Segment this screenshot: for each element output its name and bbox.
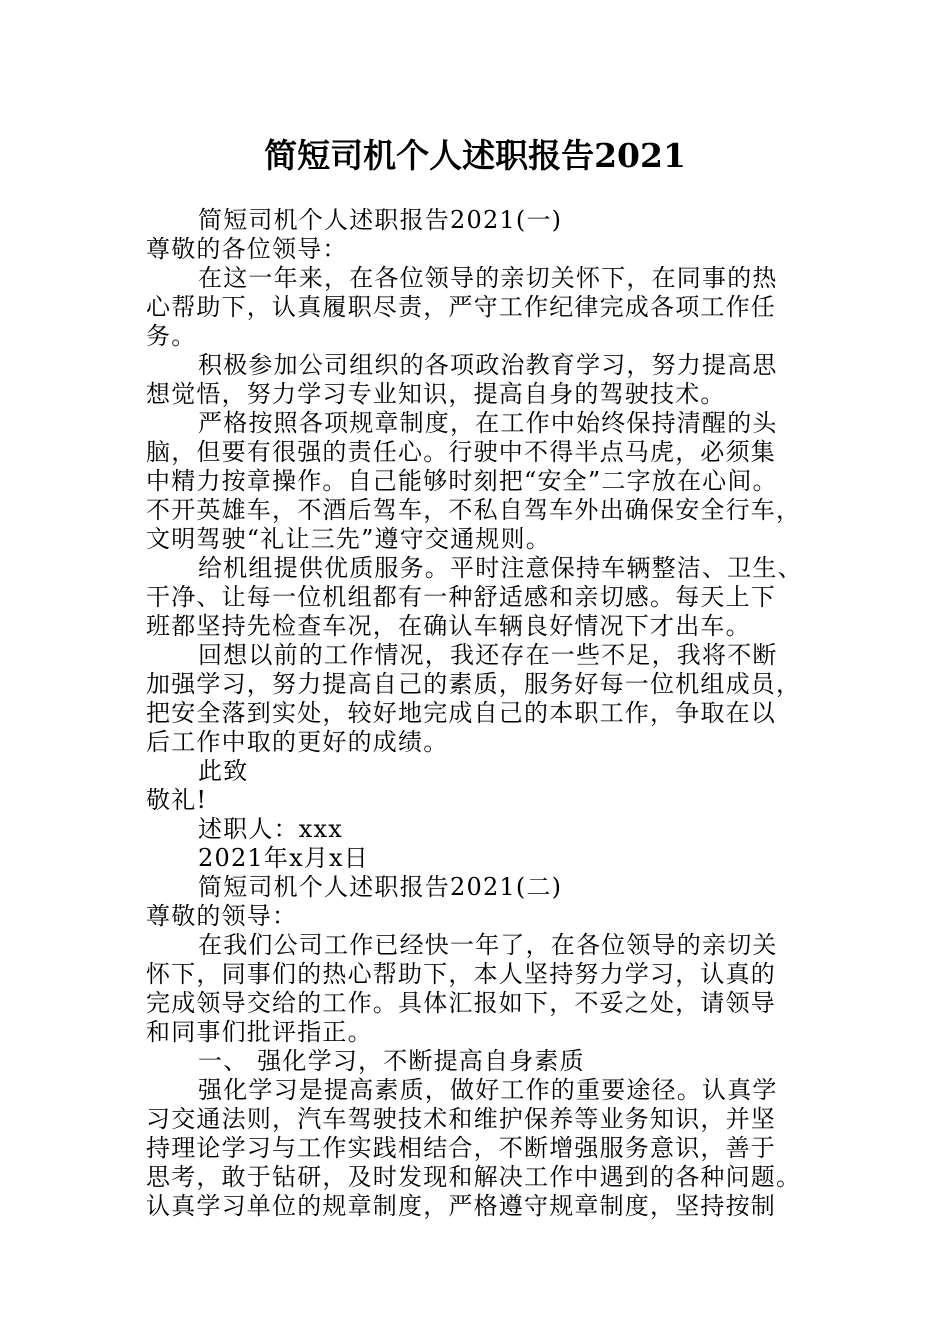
text-line: 敬礼! xyxy=(146,786,208,814)
text-line: 简短司机个人述职报告2021(一) xyxy=(198,206,563,234)
text-line: 想觉悟，努力学习专业知识，提高自身的驾驶技术。 xyxy=(146,380,726,408)
document-title: 简短司机个人述职报告2021 xyxy=(264,136,686,175)
text-line: 持理论学习与工作实践相结合，不断增强服务意识，善于 xyxy=(146,1134,776,1162)
text-line: 在我们公司工作已经快一年了，在各位领导的亲切关 xyxy=(198,931,778,959)
text-line: 完成领导交给的工作。具体汇报如下，不妥之处，请领导 xyxy=(146,989,776,1017)
text-line: 把安全落到实处，较好地完成自己的本职工作，争取在以 xyxy=(146,699,776,727)
document-body xyxy=(146,206,806,1221)
text-line: 述职人：xxx xyxy=(198,815,344,843)
text-line: 在这一年来，在各位领导的亲切关怀下，在同事的热 xyxy=(198,264,778,292)
text-line: 班都坚持先检查车况，在确认车辆良好情况下才出车。 xyxy=(146,612,751,640)
text-line: 严格按照各项规章制度，在工作中始终保持清醒的头 xyxy=(198,409,778,437)
text-line: 一、 强化学习，不断提高自身素质 xyxy=(198,1047,585,1075)
text-line: 不开英雄车，不酒后驾车，不私自驾车外出确保安全行车， xyxy=(146,496,802,524)
text-line: 务。 xyxy=(146,322,197,350)
text-line: 简短司机个人述职报告2021(二) xyxy=(198,873,563,901)
text-line: 回想以前的工作情况，我还存在一些不足，我将不断 xyxy=(198,641,778,669)
text-line: 给机组提供优质服务。平时注意保持车辆整洁、卫生、 xyxy=(198,554,803,582)
text-line: 思考，敢于钻研，及时发现和解决工作中遇到的各种问题。 xyxy=(146,1163,802,1191)
text-line: 心帮助下，认真履职尽责，严守工作纪律完成各项工作任 xyxy=(146,293,776,321)
text-line: 尊敬的各位领导： xyxy=(146,235,348,263)
text-line: 文明驾驶“礼让三先”遵守交通规则。 xyxy=(146,525,551,553)
text-line: 此致 xyxy=(198,757,249,785)
text-line: 加强学习，努力提高自己的素质，服务好每一位机组成员， xyxy=(146,670,802,698)
text-line: 怀下，同事们的热心帮助下，本人坚持努力学习，认真的 xyxy=(146,960,776,988)
text-line: 尊敬的领导： xyxy=(146,902,298,930)
text-line: 积极参加公司组织的各项政治教育学习，努力提高思 xyxy=(198,351,778,379)
text-line: 习交通法则，汽车驾驶技术和维护保养等业务知识，并坚 xyxy=(146,1105,776,1133)
text-line: 干净、让每一位机组都有一种舒适感和亲切感。每天上下 xyxy=(146,583,776,611)
text-line: 强化学习是提高素质，做好工作的重要途径。认真学 xyxy=(198,1076,778,1104)
text-line: 脑，但要有很强的责任心。行驶中不得半点马虎，必须集 xyxy=(146,438,776,466)
text-line: 和同事们批评指正。 xyxy=(146,1018,373,1046)
text-line: 认真学习单位的规章制度，严格遵守规章制度，坚持按制 xyxy=(146,1192,776,1220)
text-line: 中精力按章操作。自己能够时刻把“安全”二字放在心间。 xyxy=(146,467,778,495)
text-line: 后工作中取的更好的成绩。 xyxy=(146,728,449,756)
text-line: 2021年x月x日 xyxy=(198,844,369,872)
